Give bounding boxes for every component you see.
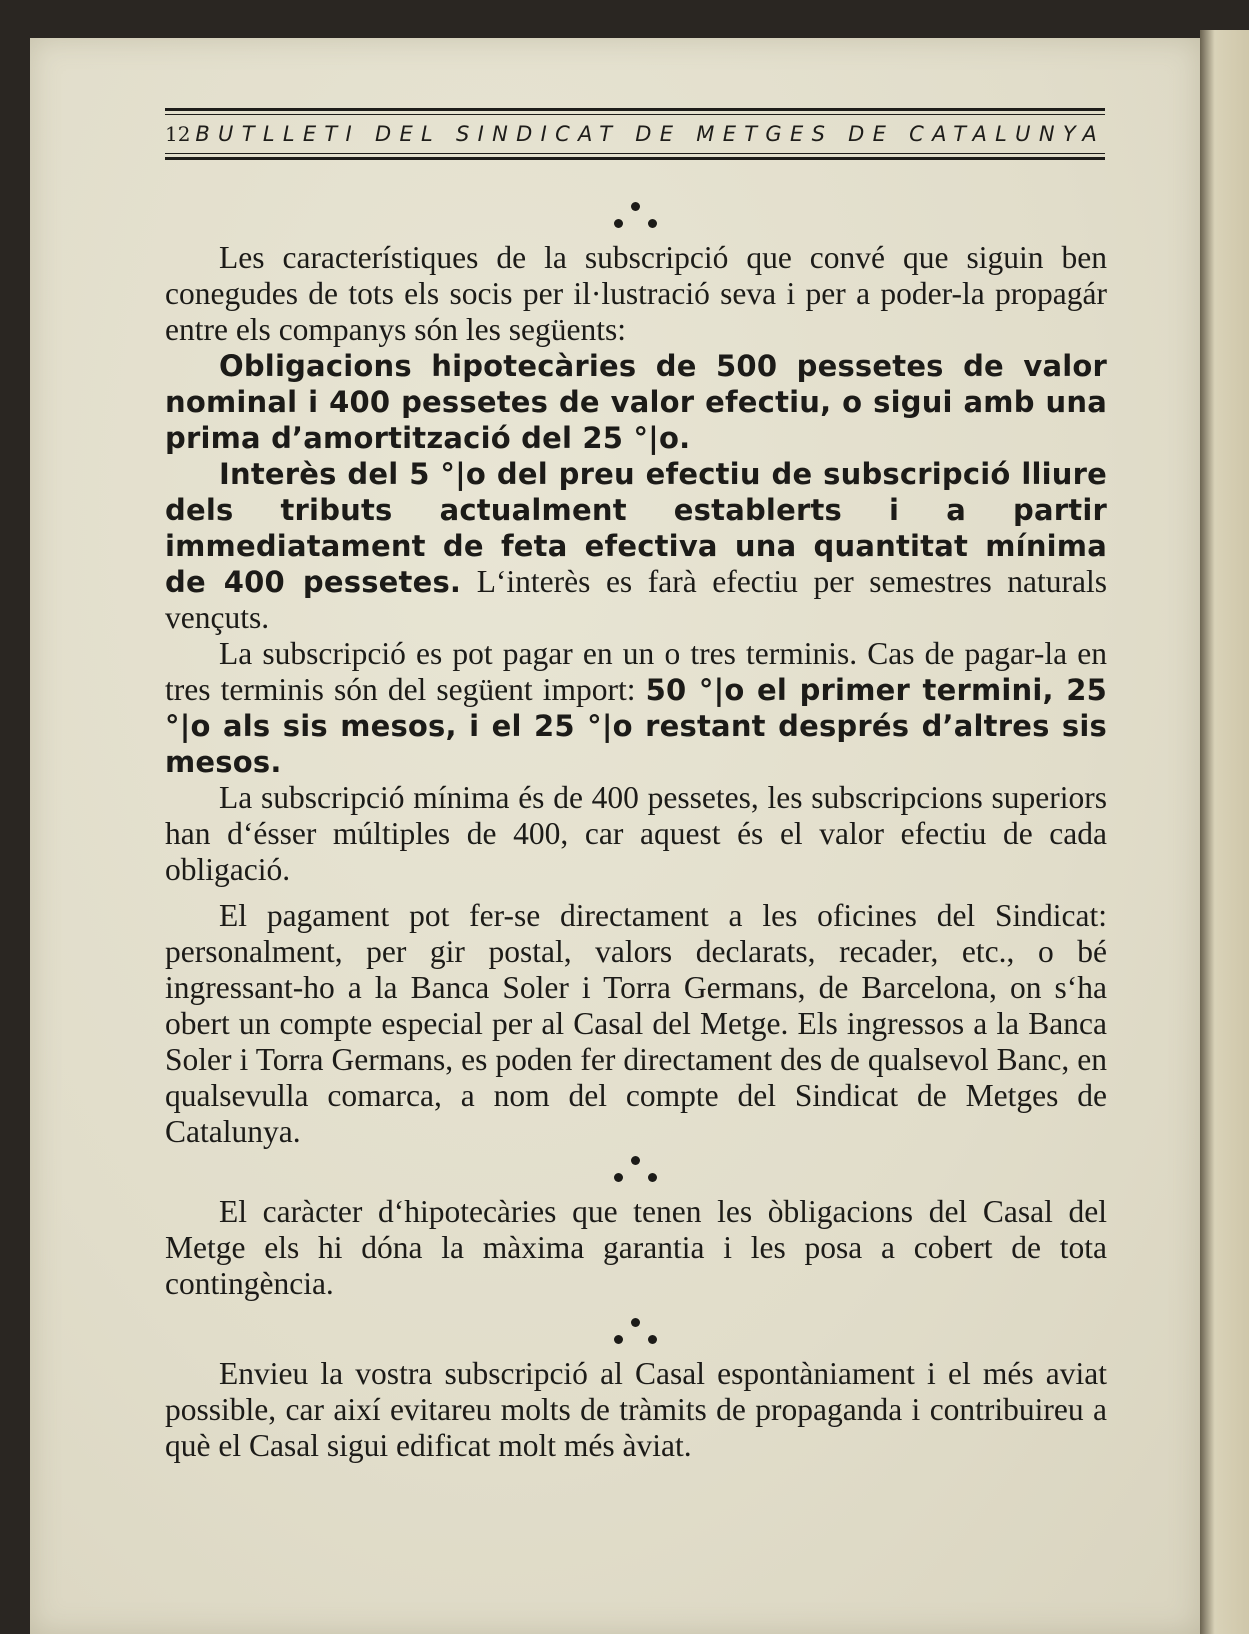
pagament-paragraph: El pagament pot fer-se directament a les oficines del Sindicat: personalment, per gir postal, valors declarats, recader, etc., o bé ingressant-ho a la Banca Soler i Torra Germans, de Barcelona, on s‘ha obert un compte especial per al Casal del Metge. Els ingressos a la Banca Soler i Torra Germans, es poden fer directament des de qualsevol Banc, en qualsevulla comarca, a nom del compte del Sindicat de Metges de Catalunya. xyxy=(165,898,1107,1149)
page-number: 12 xyxy=(165,122,191,146)
ornament-divider xyxy=(165,196,1107,240)
three-dots-ornament-icon xyxy=(612,1316,660,1350)
terminis-paragraph xyxy=(165,636,1107,780)
article-body xyxy=(165,196,1107,1464)
obligacions-paragraph: Obligacions hipotecàries de 500 pessetes de valor nominal i 400 pessetes de valor efectiu, o sigui amb una prima d’amortització del 25 °|o. xyxy=(165,349,1107,455)
ornament-divider xyxy=(165,1150,1107,1194)
three-dots-ornament-icon xyxy=(612,200,660,234)
running-title: BUTLLETI DEL SINDICAT DE METGES DE CATALUNYA xyxy=(195,122,1105,146)
three-dots-ornament-icon xyxy=(612,1154,660,1188)
facing-page-edge xyxy=(1200,30,1249,1634)
ornament-divider xyxy=(165,1312,1107,1356)
running-header xyxy=(165,108,1105,160)
interes-paragraph xyxy=(165,456,1107,636)
intro-paragraph: Les característiques de la subscripció que convé que siguin ben conegudes de tots els socis per il·lustració seva i per a poder-la propagár entre els companys són les següents: xyxy=(165,240,1107,347)
header-rule-bottom-thin xyxy=(165,153,1105,154)
caracter-paragraph: El caràcter d‘hipotecàries que tenen les òbligacions del Casal del Metge els hi dóna la màxima garantia i les posa a cobert de tota contingència. xyxy=(165,1194,1107,1301)
terminis-bold-text: 50 °|o el primer termini, 25 °|o als sis mesos, i el 25 °|o restant després d’altres sis mesos. xyxy=(165,673,1107,779)
terminis-normal-text: La subscripció es pot pagar en un o tres terminis. Cas de pagar-la en tres terminis són del següent import: xyxy=(165,636,1107,707)
envieu-paragraph: Envieu la vostra subscripció al Casal espontàniament i el més aviat possible, car així evitareu molts de tràmits de propaganda i contribuireu a què el Casal sigui edificat molt més àviat. xyxy=(165,1356,1107,1463)
interes-bold-text: Interès del 5 °|o del preu efectiu de subscripció lliure dels tributs actualment establerts i a partir immediatament de feta efectiva una quantitat mínima de 400 pessetes. xyxy=(165,457,1107,599)
minima-paragraph: La subscripció mínima és de 400 pessetes, les subscripcions superiors han d‘ésser múltiples de 400, car aquest és el valor efectiu de cada obligació. xyxy=(165,780,1107,887)
interes-normal-text: L‘interès es farà efectiu per semestres naturals vençuts. xyxy=(165,564,1107,635)
header-row xyxy=(165,115,1105,153)
header-rule-bottom xyxy=(165,157,1105,160)
header-rule-top xyxy=(165,108,1105,111)
